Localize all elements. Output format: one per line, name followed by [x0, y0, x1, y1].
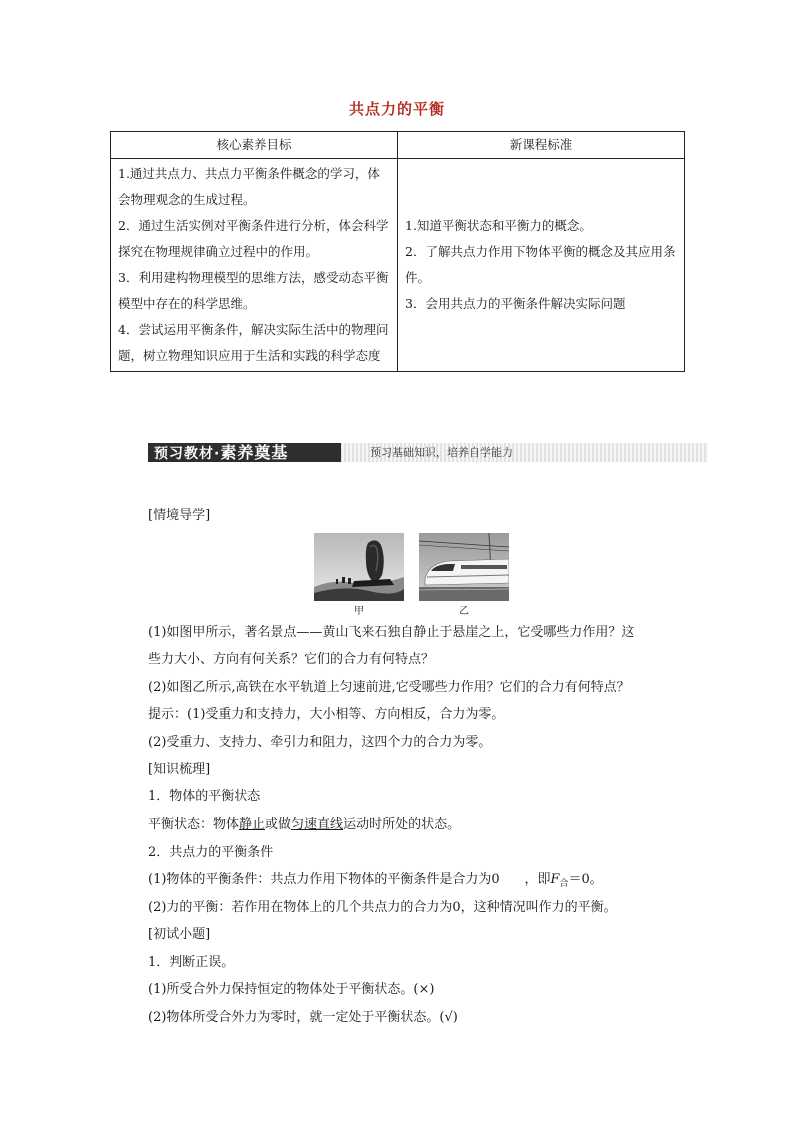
- knowledge-1-title: 1．物体的平衡状态: [148, 789, 261, 804]
- banner-tip: 预习基础知识，培养自学能力: [370, 446, 513, 459]
- table-header-row: [111, 132, 685, 159]
- banner-heading: [148, 443, 341, 462]
- k1-underline-1: 静止: [239, 817, 266, 832]
- core-goal-item: 1.通过共点力、共点力平衡条件概念的学习，体会物理观念的生成过程。: [118, 166, 380, 207]
- trial-1-item-2: (2)物体所受合外力为零时，就一定处于平衡状态。(√): [148, 1010, 458, 1025]
- table-row: [111, 159, 685, 372]
- core-goals-cell: [111, 159, 398, 372]
- knowledge-heading: [知识梳理]: [148, 762, 211, 777]
- page-title: 共点力的平衡: [348, 100, 445, 118]
- k2-1-pre: (1)物体的平衡条件：共点力作用下物体的平衡条件是合力为0 ，即: [148, 872, 551, 887]
- goals-table: [110, 131, 685, 372]
- core-goal-item: 4．尝试运用平衡条件，解决实际生活中的物理问题，树立物理知识应用于生活和实践的科学态度: [118, 322, 389, 363]
- k2-1-F: F: [550, 872, 560, 887]
- caption-a: 甲: [354, 606, 364, 617]
- knowledge-2-title: 2．共点力的平衡条件: [148, 845, 274, 860]
- knowledge-2-2: (2)力的平衡：若作用在物体上的几个共点力的合力为0，这种情况叫作力的平衡。: [148, 900, 617, 915]
- curriculum-item: 3．会用共点力的平衡条件解决实际问题: [405, 296, 626, 311]
- caption-b: 乙: [459, 606, 469, 617]
- knowledge-2-1: [148, 870, 688, 894]
- photo-high-speed-train: [419, 533, 509, 601]
- core-goal-item: 3．利用建构物理模型的思维方法，感受动态平衡模型中存在的科学思维。: [118, 270, 389, 311]
- k2-1-sub: 合: [559, 879, 569, 889]
- section-banner: [148, 443, 708, 462]
- question-2: (2)如图乙所示,高铁在水平轨道上匀速前进,它受哪些力作用？它们的合力有何特点？: [148, 680, 630, 695]
- photo-flying-rock: [314, 533, 404, 601]
- banner-heading-part2: 素养奠基: [220, 443, 289, 462]
- k1-underline-2: 匀速直线: [291, 817, 344, 832]
- situation-heading: [情境导学]: [148, 508, 211, 523]
- question-1-line-1: (1)如图甲所示，著名景点——黄山飞来石独自静止于悬崖之上，它受哪些力作用？这: [148, 625, 635, 640]
- curriculum-item: 1.知道平衡状态和平衡力的概念。: [405, 218, 592, 233]
- hint-2: (2)受重力、支持力、牵引力和阻力，这四个力的合力为零。: [148, 735, 492, 750]
- k1-mid: 或做: [265, 817, 292, 832]
- banner-heading-part1: 预习教材·: [154, 446, 221, 462]
- knowledge-1-text: [148, 815, 688, 835]
- k1-post: 运动时所处的状态。: [343, 817, 461, 832]
- core-goal-item: 2．通过生活实例对平衡条件进行分析，体会科学探究在物理规律确立过程中的作用。: [118, 218, 389, 259]
- k2-1-post: ＝0。: [568, 872, 603, 887]
- question-1-line-2: 些力大小、方向有何关系？它们的合力有何特点？: [148, 652, 435, 667]
- k1-pre: 平衡状态：物体: [148, 817, 240, 832]
- train-image: [419, 533, 509, 601]
- curriculum-item: 2．了解共点力作用下物体平衡的概念及其应用条件。: [405, 244, 676, 285]
- curriculum-cell: [398, 159, 685, 372]
- trial-heading: [初试小题]: [148, 927, 211, 942]
- trial-1-item-1: (1)所受合外力保持恒定的物体处于平衡状态。(×): [148, 982, 435, 997]
- trial-1-title: 1．判断正误。: [148, 955, 235, 970]
- col-header-curriculum: 新课程标准: [398, 132, 685, 159]
- col-header-core-goals: 核心素养目标: [111, 132, 398, 159]
- flying-rock-image: [314, 533, 404, 601]
- hint-1: 提示：(1)受重力和支持力，大小相等、方向相反，合力为零。: [148, 707, 505, 722]
